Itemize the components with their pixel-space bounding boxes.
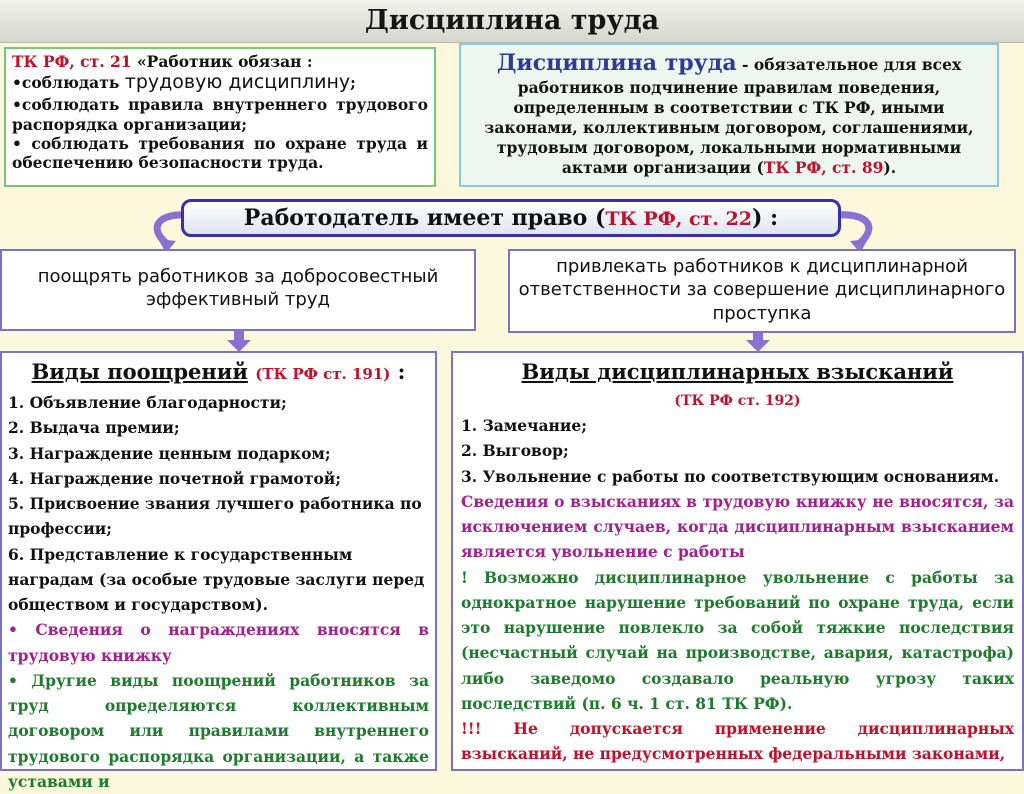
tk21-ref: ТК РФ, ст. 21 xyxy=(12,52,132,71)
definition-term: Дисциплина труда xyxy=(496,50,737,76)
definition-end: ). xyxy=(883,158,897,178)
reward-item: 3. Награждение ценным подарком; xyxy=(8,443,331,463)
duty-3: • соблюдать требования по охране труда и обеспечению безопасности труда. xyxy=(12,133,428,173)
rewards-list xyxy=(0,351,437,791)
penalty-item: 3. Увольнение с работы по соответствующим основаниям. xyxy=(461,466,1000,486)
penalties-note-1: Сведения о взысканиях в трудовую книжку не вносятся, за исключением случаев, когда дисциплинарным взысканием является увольнение с работы xyxy=(461,491,1014,562)
reward-item: 6. Представление к государственным наградам (за особые трудовые заслуги перед обществом и государством). xyxy=(8,544,425,615)
rewards-note-2: • Другие виды поощрений работников за труд определяются коллективным договором или правилами внутреннего трудового распорядка организации, а также уставами и xyxy=(8,670,429,791)
rewards-note-1: • Сведения о награждениях вносятся в трудовую книжку xyxy=(8,620,429,665)
page-title: Дисциплина труда xyxy=(0,0,1024,43)
reward-item: 5. Присвоение звания лучшего работника по профессии; xyxy=(8,494,422,539)
penalty-item: 2. Выговор; xyxy=(461,441,569,461)
reward-item: 1. Объявление благодарности; xyxy=(8,393,287,413)
penalties-heading xyxy=(461,355,1014,389)
penalties-list xyxy=(451,351,1024,771)
reward-item: 4. Награждение почетной грамотой; xyxy=(8,468,342,488)
duty-1-key: трудовую дисциплину xyxy=(124,71,351,94)
penalties-ref: (ТК РФ ст. 192) xyxy=(674,393,801,410)
penalties-heading-text: Виды дисциплинарных взысканий xyxy=(521,359,954,384)
employer-rights-box xyxy=(181,199,841,237)
rewards-colon: : xyxy=(390,359,406,384)
encourage-box: поощрять работников за добросовестный эффективный труд xyxy=(0,249,476,331)
employee-duties-box xyxy=(4,47,436,187)
rewards-heading: Виды поощрений xyxy=(31,359,248,384)
definition-text: - обязательное для всех работников подчинение правилам поведения, определенным в соответствии с ТК РФ, иными законами, коллективным договором, соглашениями, трудовым договором, локальными нормативными актами организации ( xyxy=(484,55,974,178)
tk21-intro: «Работник обязан : xyxy=(131,52,313,71)
reward-item: 2. Выдача премии; xyxy=(8,418,180,438)
rewards-ref: (ТК РФ ст. 191) xyxy=(255,365,391,383)
duty-1-suffix: ; xyxy=(350,73,356,93)
definition-box xyxy=(459,43,999,187)
penalties-note-2: ! Возможно дисциплинарное увольнение с работы за однократное нарушение требований по охране труда, если это нарушение повлекло за собой тяжкие последствия (несчастный случай на производстве, авария, катастрофа) либо заведомо создавало реальную угрозу таких последствий (п. 6 ч. 1 ст. 81 ТК РФ). xyxy=(461,567,1014,713)
penalty-item: 1. Замечание; xyxy=(461,416,587,436)
definition-ref: ТК РФ, ст. 89 xyxy=(763,158,884,178)
employer-text: Работодатель имеет право ( xyxy=(243,205,606,231)
employer-ref: ТК РФ, ст. 22 xyxy=(605,208,752,230)
employer-end: ) : xyxy=(751,205,779,231)
discipline-box: привлекать работников к дисциплинарной ответственности за совершение дисциплинарного проступка xyxy=(508,249,1016,333)
duty-2: •соблюдать правила внутреннего трудового распорядка организации; xyxy=(12,95,428,134)
duty-1-prefix: •соблюдать xyxy=(12,73,125,93)
penalties-note-3: !!! Не допускается применение дисциплинарных взысканий, не предусмотренных федеральными законами, xyxy=(461,719,1014,764)
